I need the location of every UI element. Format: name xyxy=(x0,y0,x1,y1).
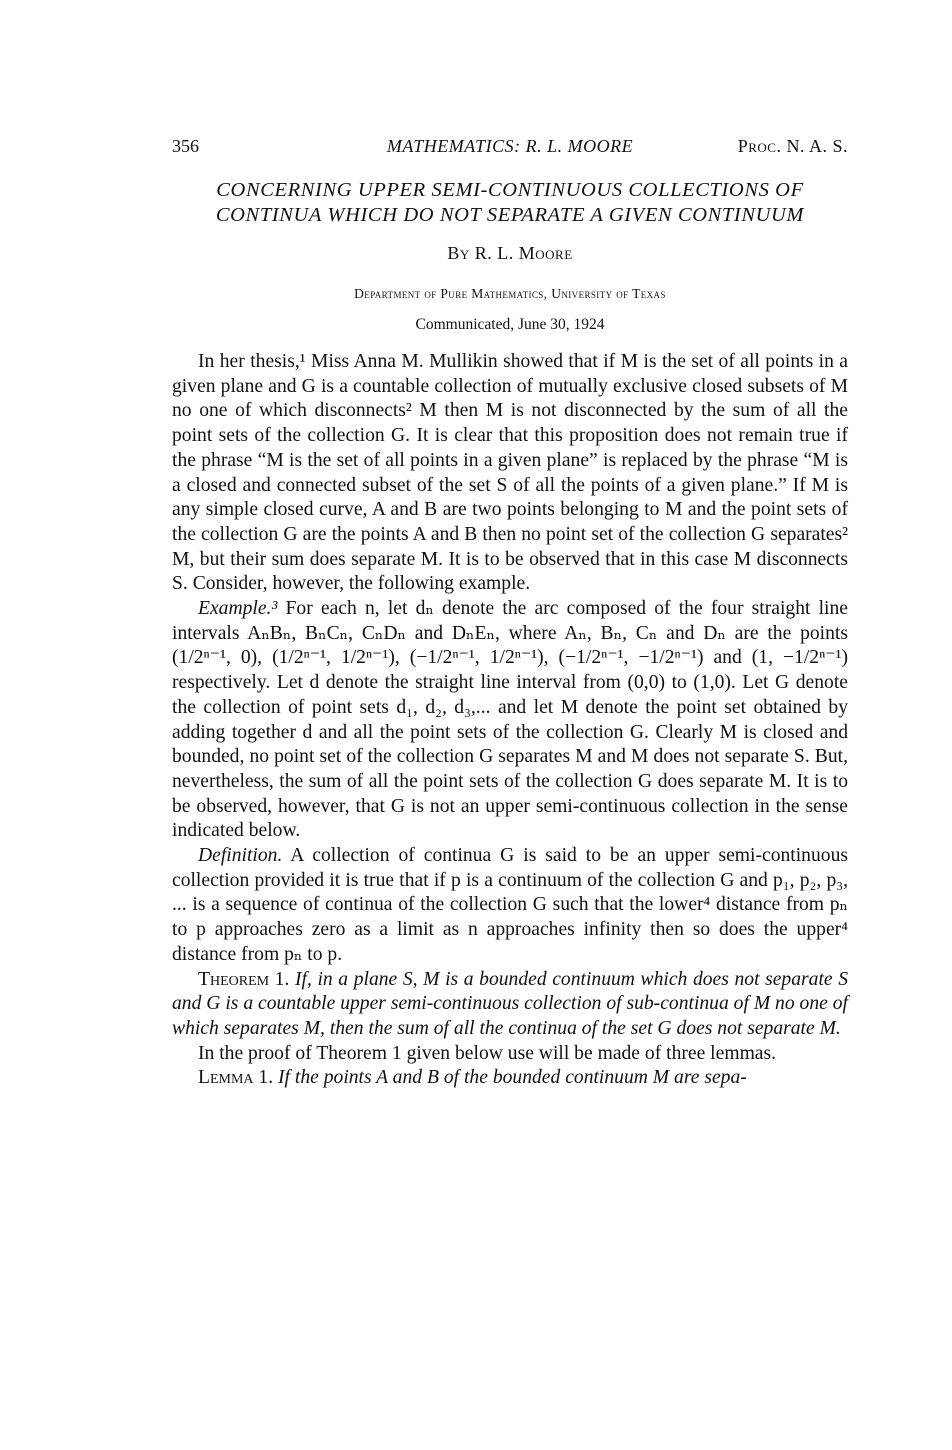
paragraph-definition xyxy=(172,844,848,968)
paragraph-example xyxy=(172,597,848,844)
example-text: For each n, let dₙ denote the arc composed of the four straight line intervals AₙBₙ, BₙCₙ, CₙDₙ and DₙEₙ, where Aₙ, Bₙ, Cₙ and Dₙ are the points (1/2ⁿ⁻¹, 0), (1/2ⁿ⁻¹, 1/2ⁿ⁻¹), (−1/2ⁿ⁻¹, 1/2ⁿ⁻¹), (−1/2ⁿ⁻¹, −1/2ⁿ⁻¹) and (1, −1/2ⁿ⁻¹) respectively. Let d denote the straight line interval from (0,0) to (1,0). Let G denote the collection of point sets d₁, d₂, d₃,... and let M denote the point set obtained by adding together d and all the point sets of the collection G. Clearly M is closed and bounded, no point set of the collection G separates M and M does not separate S. But, nevertheless, the sum of all the point sets of the collection G does separate M. It is to be observed, however, that G is not an upper semi-continuous collection in the sense indicated below. xyxy=(172,598,848,842)
paragraph-intro: In her thesis,¹ Miss Anna M. Mullikin showed that if M is the set of all points in a given plane and G is a countable collection of mutually exclusive closed subsets of M no one of which disconnects² M then M is not disconnected by the sum of all the point sets of the collection G. It is clear that this proposition does not remain true if the phrase “M is the set of all points in a given plane” is replaced by the phrase “M is a closed and connected subset of the set S of all the points of a given plane.” If M is any simple closed curve, A and B are two points belonging to M and the point sets of the collection G are the points A and B then no point set of the collection G separates² M, but their sum does separate M. It is to be observed that in this case M disconnects S. Consider, however, the following example. xyxy=(172,351,848,595)
theorem-label: Theorem 1. xyxy=(198,968,290,990)
paragraph-theorem-1 xyxy=(172,968,848,1042)
page-number: 356 xyxy=(172,136,199,156)
definition-text: A collection of continua G is said to be an upper semi-continuous collection provided it is true that if p is a continuum of the collection G and p₁, p₂, p₃, ... is a sequence of continua of the collection G such that the lower⁴ distance from pₙ to p approaches zero as a limit as n approaches infinity then so does the upper⁴ distance from pₙ to p. xyxy=(172,845,848,965)
running-header xyxy=(172,136,848,162)
paragraph-lemma-1 xyxy=(172,1066,848,1091)
example-label: Example.³ xyxy=(198,598,278,620)
article-body xyxy=(172,350,848,1091)
running-title: MATHEMATICS: R. L. MOORE xyxy=(386,136,634,156)
article-title: CONCERNING UPPER SEMI-CONTINUOUS COLLECTIONS OF CONTINUA WHICH DO NOT SEPARATE A GIVEN CONTINUUM xyxy=(215,179,805,226)
author-byline: By R. L. Moore xyxy=(447,243,573,263)
definition-label: Definition. xyxy=(198,845,283,867)
communicated-date: Communicated, June 30, 1924 xyxy=(415,316,605,333)
journal-name: Proc. N. A. S. xyxy=(737,136,848,156)
lemma-text: If the points A and B of the bounded continuum M are sepa- xyxy=(273,1067,747,1089)
author-affiliation: Department of Pure Mathematics, University of Texas xyxy=(354,286,666,301)
theorem-text: If, in a plane S, M is a bounded continuum which does not separate S and G is a countable upper semi-continuous collection of sub-continua of M no one of which separates M, then the sum of all the continua of the set G does not separate M. xyxy=(172,968,848,1039)
lemma-label: Lemma 1. xyxy=(198,1067,274,1089)
paragraph-proof-intro: In the proof of Theorem 1 given below use will be made of three lemmas. xyxy=(198,1042,777,1064)
